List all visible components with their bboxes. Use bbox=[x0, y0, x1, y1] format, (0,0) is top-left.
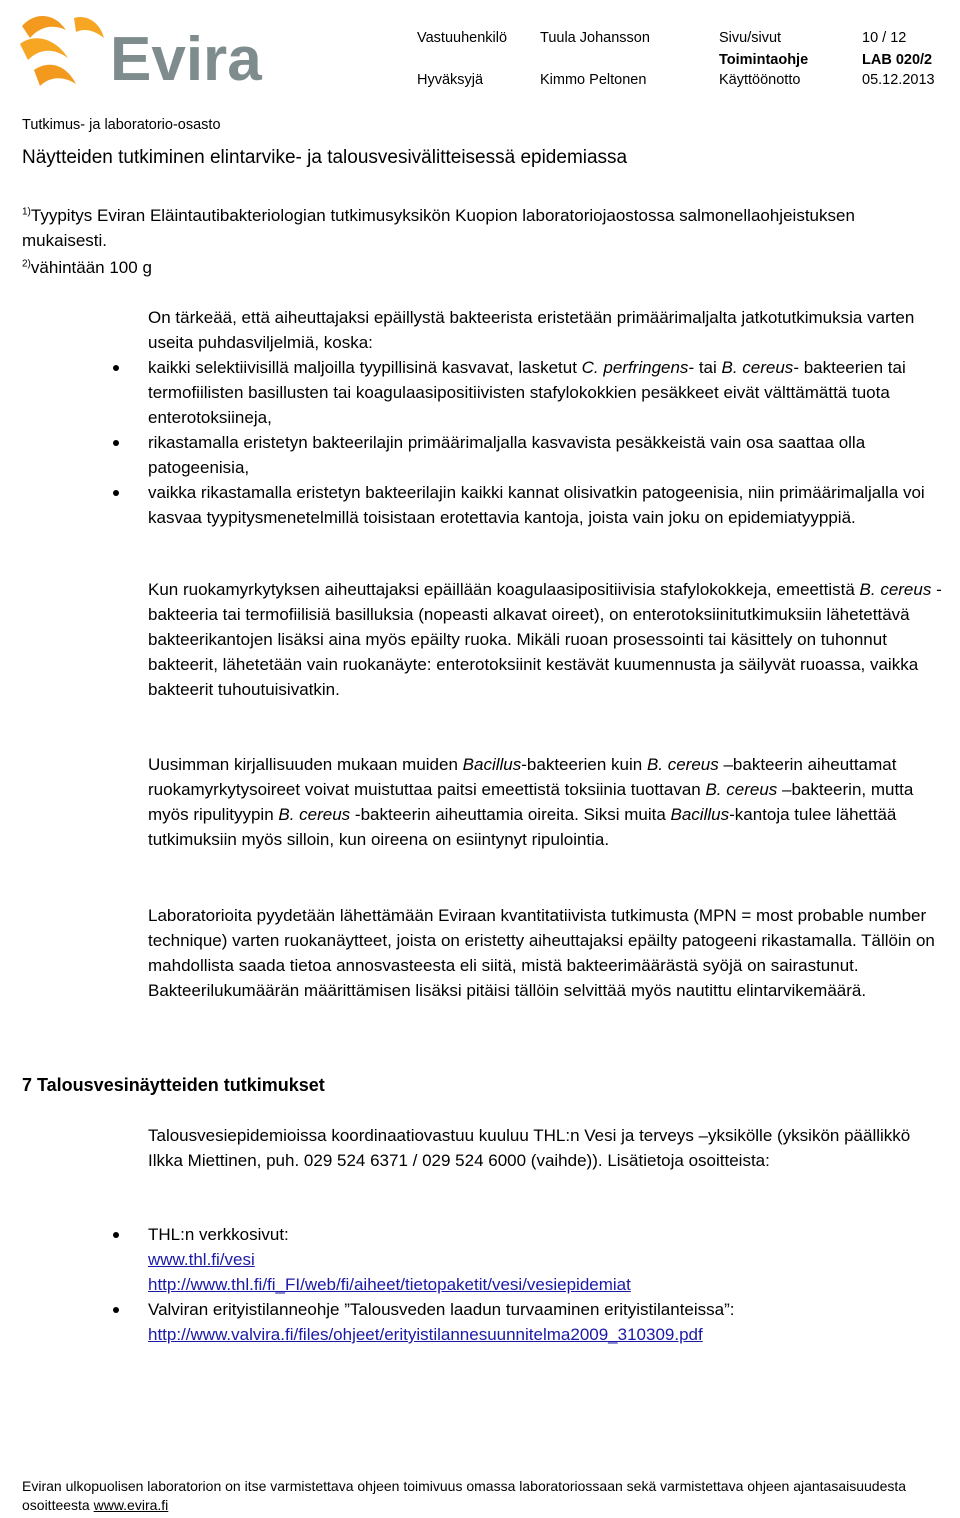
para3-text-e: -bakteerin aiheuttamia oireita. Siksi muita bbox=[350, 805, 671, 824]
bullet-dot bbox=[113, 1232, 119, 1238]
header-kaytto-label: Käyttöönotto bbox=[719, 72, 801, 88]
bullet-2-text: rikastamalla eristetyn bakteerilajin primäärimaljalla kasvavista pesäkkeistä vain osa saattaa olla patogeenisia, bbox=[148, 433, 866, 477]
footnote-1-text: Tyypitys Eviran Eläintautibakteriologian tutkimusyksikön Kuopion laboratoriojaostossa salmonellaohjeistuksen mukaisesti. bbox=[22, 206, 855, 250]
para3-text-d: –bakteerin, mutta myös ripulityypin bbox=[148, 780, 914, 824]
bullet-item bbox=[78, 1297, 948, 1347]
header-kaytto-value: 05.12.2013 bbox=[862, 72, 935, 88]
bullet-dot bbox=[113, 490, 119, 496]
bullet-1-text-c: - bakteerien tai termofiilisten basillusten tai koagulaasipositiivisten stafylokokkien pesäkkeet eivät välttämättä tuota enterotoksiineja, bbox=[148, 358, 906, 427]
para2-text-a: Kun ruokamyrkytyksen aiheuttajaksi epäillään koagulaasipositiivisia stafylokokkeja, emeettistä bbox=[148, 580, 860, 599]
paragraph-pure-cultures-intro: On tärkeää, että aiheuttajaksi epäillystä bakteerista eristetään primäärimaljalta jatkotutkimuksia varten useita puhdasviljelmiä, koska: bbox=[148, 308, 915, 352]
header-sivu-label: Sivu/sivut bbox=[719, 30, 782, 46]
thl-vesi-link[interactable]: www.thl.fi/vesi bbox=[148, 1250, 255, 1269]
evira-logo bbox=[14, 8, 274, 98]
page-footer bbox=[22, 1477, 947, 1515]
header-toimintaohje-value: LAB 020/2 bbox=[862, 52, 933, 68]
bullet-1-text-a: kaikki selektiivisillä maljoilla tyypillisinä kasvavat, lasketut bbox=[148, 358, 582, 377]
bullet-3-text: vaikka rikastamalla eristetyn bakteerilajin kaikki kannat olisivatkin patogeenisia, niin primäärimaljalla voi kasvaa tyypitysmenetelmillä toisistaan erotettavia kantoja, joista vain joku on epidemiatyyppiä. bbox=[148, 483, 925, 527]
thl-label: THL:n verkkosivut: bbox=[148, 1225, 289, 1244]
footnote-1 bbox=[22, 203, 942, 253]
footnote-1-mark: 1) bbox=[22, 206, 31, 218]
valvira-label: Valviran erityistilanneohje ”Talousveden laadun turvaaminen erityistilanteissa”: bbox=[148, 1300, 735, 1319]
section-7-bullets bbox=[78, 1222, 948, 1347]
valvira-link[interactable]: http://www.valvira.fi/files/ohjeet/erityistilannesuunnitelma2009_310309.pdf bbox=[148, 1325, 703, 1344]
bullet-dot bbox=[113, 365, 119, 371]
footnote-2-mark: 2) bbox=[22, 258, 31, 270]
bullet-item bbox=[78, 430, 948, 480]
bullet-item bbox=[78, 480, 948, 530]
bullet-item bbox=[78, 355, 948, 430]
bullet-item bbox=[78, 1222, 948, 1297]
para2-species: B. cereus bbox=[859, 580, 932, 599]
paragraph-quantitative: Laboratorioita pyydetään lähettämään Eviraan kvantitatiivista tutkimusta (MPN = most probable number technique) varten ruokanäytteet, joista on eristetty aiheuttajaksi epäilty patogeeni rikastamalla. Tällöin on mahdollista saada tietoa annosvasteesta eli siitä, mistä bakteerimäärästä syöjä on sairastunut. Bakteerilukumäärän määrittämisen lisäksi pitäisi tällöin selvittää myös nautittu elintarvikemäärä. bbox=[148, 906, 935, 1000]
bullet-1-species-b: B. cereus bbox=[721, 358, 794, 377]
paragraph-bacillus bbox=[148, 752, 948, 852]
header-hyvaksyja-name: Kimmo Peltonen bbox=[540, 72, 647, 88]
bullet-dot bbox=[113, 1307, 119, 1313]
section-7-paragraph: Talousvesiepidemioissa koordinaatiovastuu kuuluu THL:n Vesi ja terveys –yksikölle (yksikön päällikkö Ilkka Miettinen, puh. 029 524 6371 / 029 524 6000 (vaihde)). Lisätietoja osoitteista: bbox=[148, 1126, 911, 1170]
section-7-links bbox=[148, 1222, 948, 1347]
para2-text-b: -bakteeria tai termofiilisiä basilluksia (nopeasti alkavat oireet), on enterotoksiinitutkimuksiin lähetettävä bakteerikantojen lisäksi aina myös epäilty ruoka. Mikäli ruoan prosessointi tai käsittely on tuhonnut bakteerit, lähetetään vain ruokanäyte: enterotoksiinit kestävät kuumennusta ja säilyvät ruoassa, vaikka bakteerit tuhoutuisivatkin. bbox=[148, 580, 942, 699]
department-name: Tutkimus- ja laboratorio-osasto bbox=[22, 117, 221, 133]
thl-vesiepidemiat-link[interactable]: http://www.thl.fi/fi_FI/web/fi/aiheet/tietopaketit/vesi/vesiepidemiat bbox=[148, 1275, 631, 1294]
para3-species-1: Bacillus bbox=[462, 755, 522, 774]
footnote-2 bbox=[22, 255, 942, 280]
header-vastuu-name: Tuula Johansson bbox=[540, 30, 650, 46]
para3-species-2: B. cereus bbox=[646, 755, 719, 774]
header-toimintaohje-label: Toimintaohje bbox=[719, 52, 809, 68]
evira-website-link[interactable]: www.evira.fi bbox=[93, 1497, 169, 1513]
para3-text-c: –bakteerin aiheuttamat ruokamyrkytysoireet voivat muistuttaa paitsi emeettistä toksiinia tuottavan bbox=[148, 755, 897, 799]
para3-species-4: B. cereus bbox=[278, 805, 351, 824]
footer-text: Eviran ulkopuolisen laboratorion on itse varmistettava ohjeen toimivuus omassa laboratoriossaan sekä varmistettava ohjeen ajantasaisuudesta osoitteesta bbox=[22, 1478, 907, 1513]
paragraph-enterotoxin bbox=[148, 577, 948, 702]
bullet-1-text-b: - tai bbox=[688, 358, 722, 377]
para3-species-5: Bacillus bbox=[670, 805, 730, 824]
bullet-dot bbox=[113, 440, 119, 446]
header-vastuu-label: Vastuuhenkilö bbox=[417, 30, 508, 46]
bullet-1-species-a: C. perfringens bbox=[581, 358, 689, 377]
paragraph-pure-cultures bbox=[148, 305, 948, 530]
logo-wordmark: Evira bbox=[110, 25, 262, 94]
section-7-heading: 7 Talousvesinäytteiden tutkimukset bbox=[22, 1075, 325, 1095]
footnote-2-text: vähintään 100 g bbox=[30, 258, 152, 277]
para3-text-a: Uusimman kirjallisuuden mukaan muiden bbox=[148, 755, 463, 774]
para3-text-b: -bakteerien kuin bbox=[521, 755, 647, 774]
pure-cultures-bullets bbox=[78, 355, 948, 530]
evira-logo-mark bbox=[14, 8, 274, 98]
para3-text-f: -kantoja tulee lähettää tutkimuksiin myös silloin, kun oireena on esiintynyt ripulointia. bbox=[148, 805, 897, 849]
header-hyvaksyja-label: Hyväksyjä bbox=[417, 72, 484, 88]
document-title: Näytteiden tutkiminen elintarvike- ja talousvesivälitteisessä epidemiassa bbox=[22, 147, 628, 168]
para3-species-3: B. cereus bbox=[705, 780, 778, 799]
header-sivu-value: 10 / 12 bbox=[862, 30, 907, 46]
